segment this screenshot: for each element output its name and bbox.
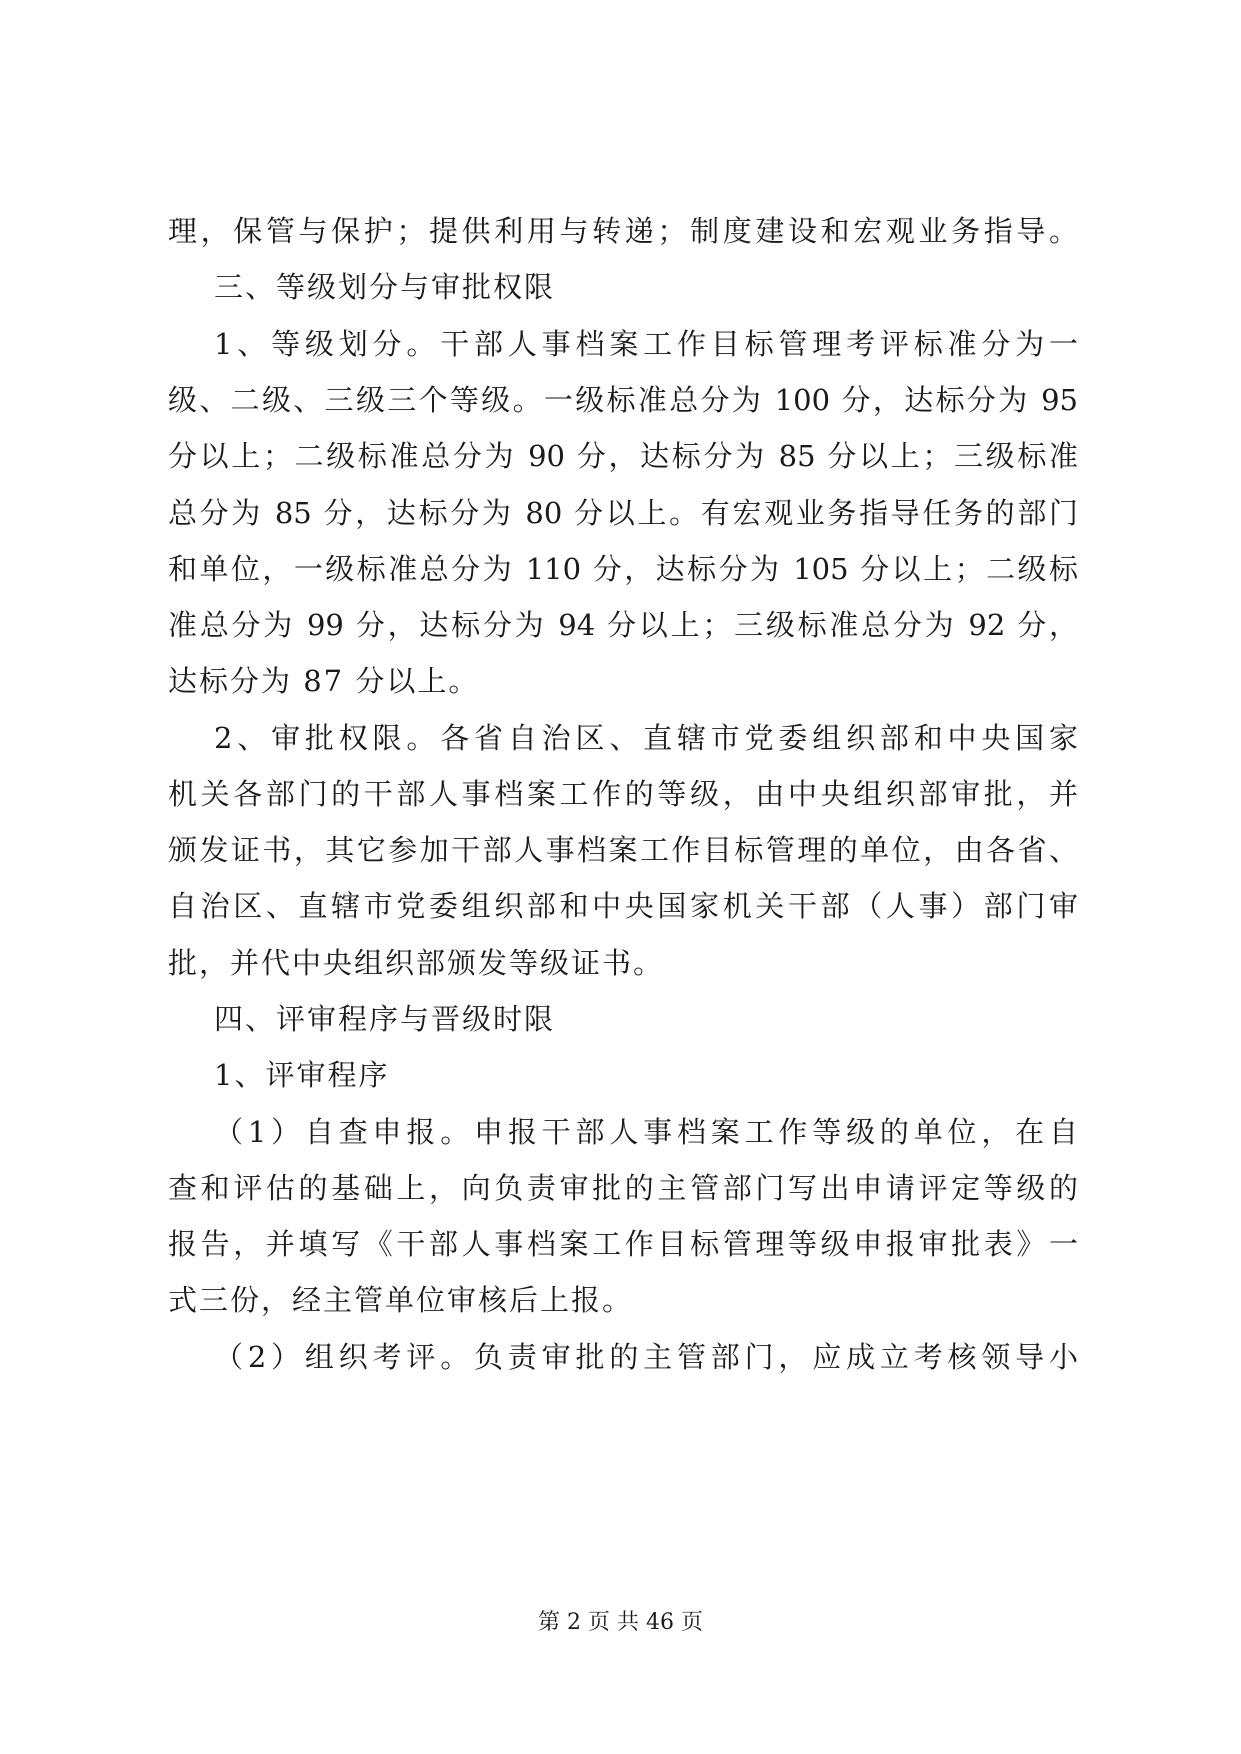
text-line-10: 2、审批权限。各省自治区、直辖市党委组织部和中央国家	[214, 721, 1078, 755]
text-line-8: 准总分为 99 分，达标分为 94 分以上；三级标准总分为 92 分，	[168, 608, 1078, 642]
subsection-heading: 1、评审程序	[214, 1058, 390, 1092]
text-line-19: 报告，并填写《干部人事档案工作目标管理等级申报审批表》一	[168, 1227, 1078, 1261]
text-line-20: 式三份，经主管单位审核后上报。	[168, 1283, 634, 1317]
text-line-13: 自治区、直辖市党委组织部和中央国家机关干部（人事）部门审	[168, 889, 1078, 923]
page-number-footer: 第 2 页 共 46 页	[538, 1610, 703, 1635]
text-line-3: 1、等级划分。干部人事档案工作目标管理考评标准分为一	[214, 327, 1078, 361]
text-line-14: 批，并代中央组织部颁发等级证书。	[168, 946, 665, 980]
text-line-17: （1）自查申报。申报干部人事档案工作等级的单位，在自	[214, 1115, 1078, 1149]
text-line-9: 达标分为 87 分以上。	[168, 664, 480, 698]
text-line-7: 和单位，一级标准总分为 110 分，达标分为 105 分以上；二级标	[168, 552, 1078, 586]
text-line-18: 查和评估的基础上，向负责审批的主管部门写出申请评定等级的	[168, 1171, 1078, 1205]
text-line-4: 级、二级、三级三个等级。一级标准总分为 100 分，达标分为 95	[168, 383, 1078, 417]
text-line-6: 总分为 85 分，达标分为 80 分以上。有宏观业务指导任务的部门	[168, 496, 1078, 530]
text-line-1: 理，保管与保护；提供利用与转递；制度建设和宏观业务指导。	[168, 214, 1078, 248]
text-line-5: 分以上；二级标准总分为 90 分，达标分为 85 分以上；三级标准	[168, 439, 1078, 473]
text-line-11: 机关各部门的干部人事档案工作的等级，由中央组织部审批，并	[168, 777, 1078, 811]
section-heading-3: 三、等级划分与审批权限	[214, 270, 556, 304]
text-line-21: （2）组织考评。负责审批的主管部门，应成立考核领导小	[214, 1340, 1078, 1374]
text-line-12: 颁发证书，其它参加干部人事档案工作目标管理的单位，由各省、	[168, 833, 1078, 867]
section-heading-4: 四、评审程序与晋级时限	[214, 1002, 556, 1036]
